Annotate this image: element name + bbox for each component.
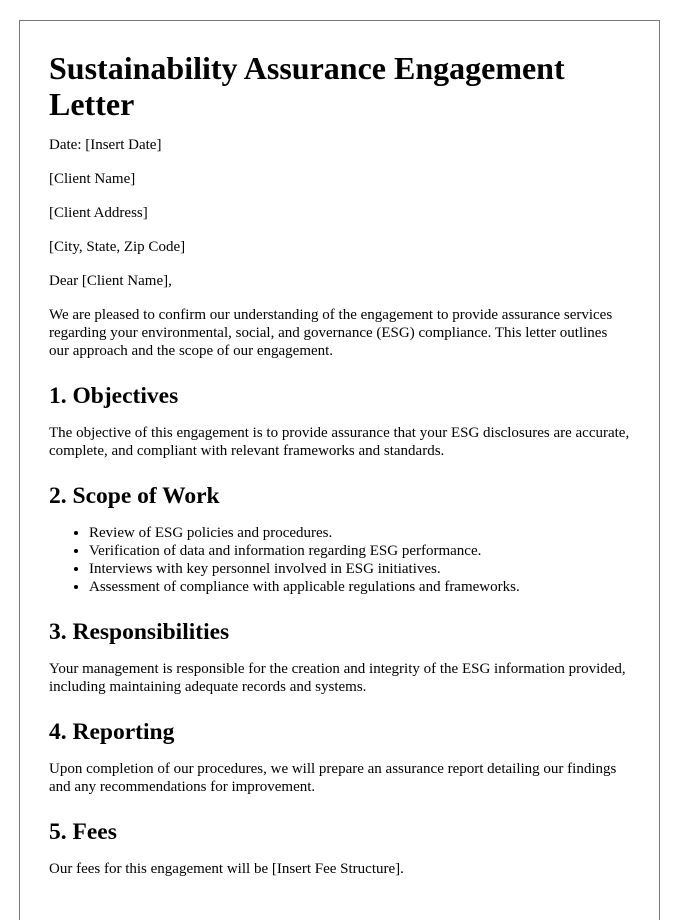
client-address: [Client Address] <box>49 205 148 221</box>
responsibilities-body: Your management is responsible for the creation and integrity of the ESG information provided, including maintaining adequate records and systems. <box>49 661 626 695</box>
scope-list <box>49 524 630 596</box>
section-heading-objectives: 1. Objectives <box>49 383 179 409</box>
section-heading-fees: 5. Fees <box>49 819 117 845</box>
list-item: • Verification of data and information regarding ESG performance. <box>89 542 630 560</box>
client-name: [Client Name] <box>49 171 136 187</box>
intro-paragraph: We are pleased to confirm our understanding of the engagement to provide assurance services regarding your environmental, social, and governance (ESG) compliance. This letter outlines our approach and the scope of our engagement. <box>49 307 613 359</box>
letter-page <box>19 20 660 920</box>
letter-title: Sustainability Assurance Engagement Letter <box>49 50 565 122</box>
list-item: • Assessment of compliance with applicable regulations and frameworks. <box>89 578 630 596</box>
objectives-body: The objective of this engagement is to provide assurance that your ESG disclosures are accurate, complete, and compliant with relevant frameworks and standards. <box>49 425 630 459</box>
list-item: • Review of ESG policies and procedures. <box>89 524 630 542</box>
reporting-body: Upon completion of our procedures, we will prepare an assurance report detailing our findings and any recommendations for improvement. <box>49 761 617 795</box>
client-city-state-zip: [City, State, Zip Code] <box>49 239 186 255</box>
section-heading-responsibilities: 3. Responsibilities <box>49 619 230 645</box>
fees-body: Our fees for this engagement will be [Insert Fee Structure]. <box>49 861 404 877</box>
section-heading-scope: 2. Scope of Work <box>49 483 220 509</box>
list-item: • Interviews with key personnel involved in ESG initiatives. <box>89 560 630 578</box>
salutation: Dear [Client Name], <box>49 273 172 289</box>
section-heading-reporting: 4. Reporting <box>49 719 175 745</box>
letter-date: Date: [Insert Date] <box>49 137 162 153</box>
